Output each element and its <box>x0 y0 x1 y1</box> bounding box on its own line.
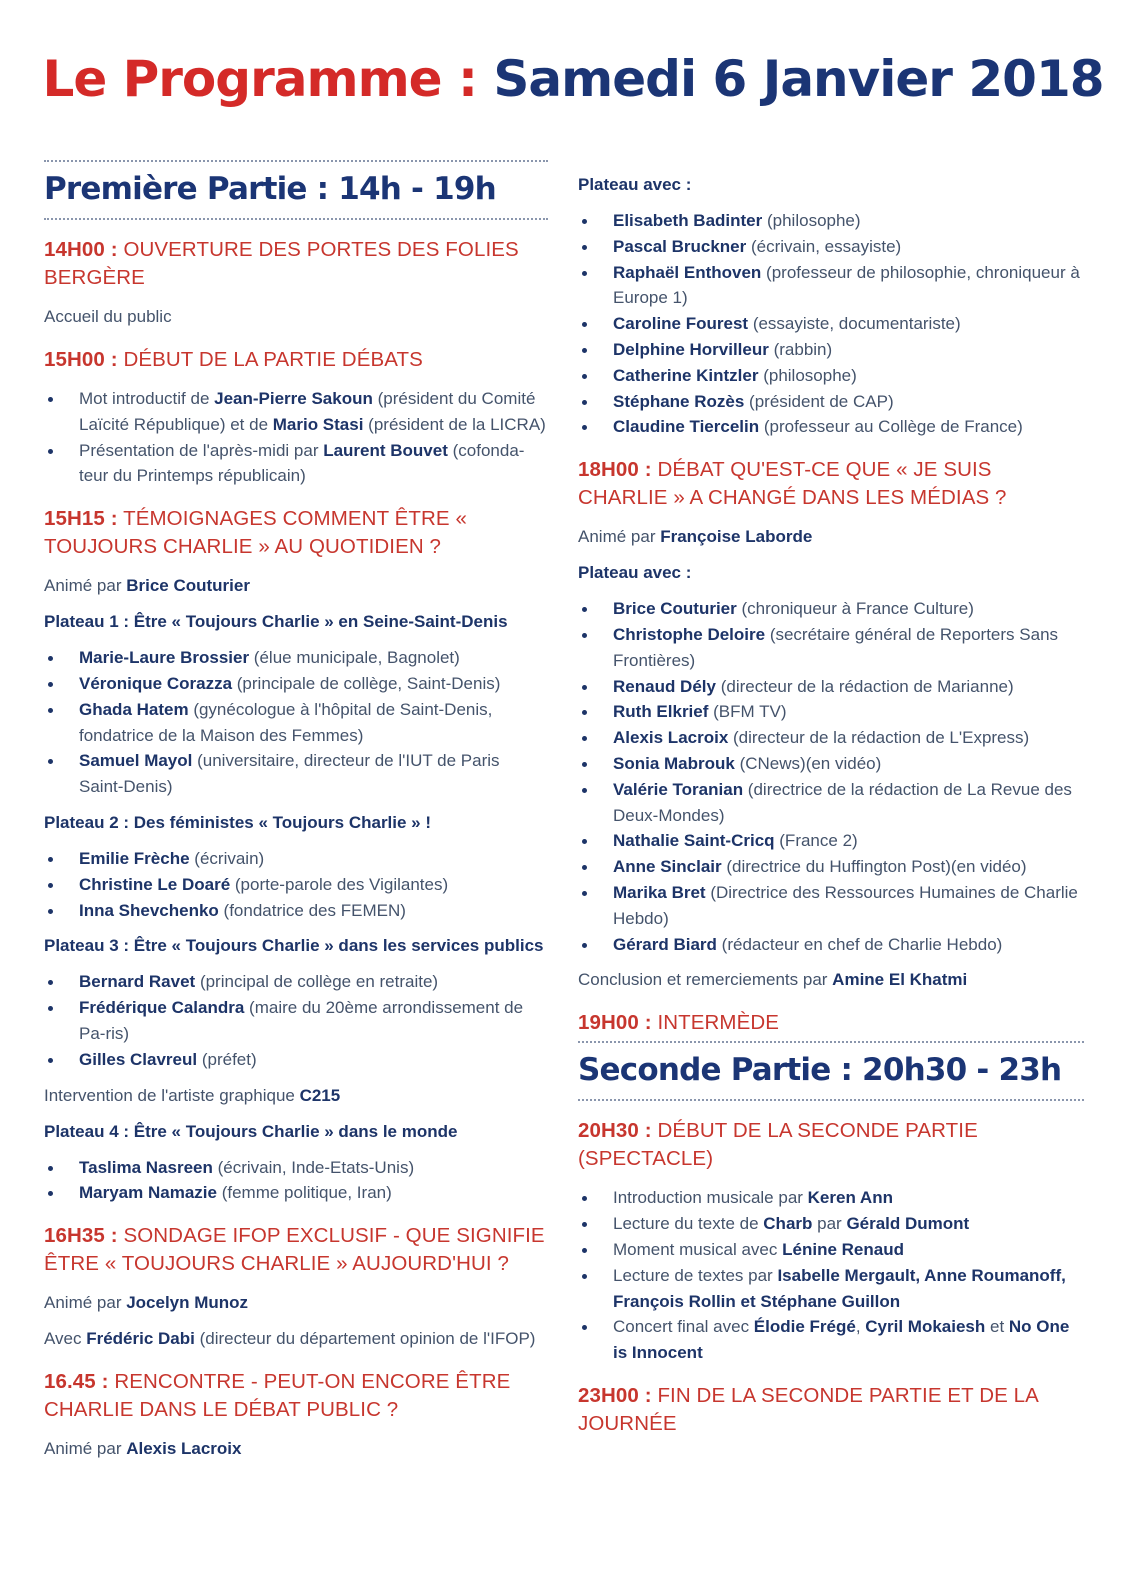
plateau-1-title: Plateau 1 : Être « Toujours Charlie » en Seine-Saint-Denis <box>44 612 508 632</box>
divider <box>44 218 548 220</box>
person-role: (chroniqueur à France Culture) <box>736 599 974 619</box>
person-name: Marika Bret <box>613 882 706 902</box>
slot-time: 20H30 : <box>578 1119 652 1143</box>
plateau-avec-label: Plateau avec : <box>578 563 692 583</box>
slot-time: 16.45 : <box>44 1370 109 1394</box>
person-name: Charb <box>763 1214 813 1234</box>
slot-title: INTERMÈDE <box>657 1011 780 1035</box>
anim-line <box>578 524 1084 550</box>
item-text: (cofonda-teur du Printemps républicain) <box>79 440 525 486</box>
person-role: (rédacteur en chef de Charlie Hebdo) <box>716 934 1003 954</box>
person-name: Maryam Namazie <box>79 1183 217 1203</box>
item-text: par <box>812 1214 847 1234</box>
list-item <box>578 311 1084 337</box>
item-text: et <box>985 1317 1009 1337</box>
person-name: Sonia Mabrouk <box>613 753 735 773</box>
item-text: Moment musical avec <box>613 1239 783 1259</box>
accueil-text: Accueil du public <box>44 307 172 326</box>
list-item <box>44 872 548 898</box>
person-role: (écrivain) <box>189 848 265 868</box>
person-name: Christine Le Doaré <box>79 874 231 894</box>
list-item <box>578 260 1084 312</box>
list-item <box>578 1263 1084 1315</box>
person-name: Jocelyn Munoz <box>126 1293 249 1313</box>
person-name: Brice Couturier <box>613 599 737 619</box>
title-programme: Le Programme : <box>42 50 477 108</box>
person-name: Alexis Lacroix <box>613 728 729 748</box>
intro-list <box>44 386 548 489</box>
slot-title: FIN DE LA SECONDE PARTIE ET DE LA JOURNÉE <box>578 1383 1038 1435</box>
list-item <box>44 898 548 924</box>
person-name: Taslima Nasreen <box>79 1157 213 1177</box>
list-item <box>44 1047 548 1073</box>
person-name: Alexis Lacroix <box>126 1439 242 1459</box>
anim-label: Animé par <box>44 1439 127 1459</box>
person-name: Frédérique Calandra <box>79 998 245 1018</box>
person-role: (France 2) <box>774 831 858 851</box>
list-item <box>578 880 1084 932</box>
slot-18h00 <box>578 456 1084 512</box>
list-item <box>44 645 548 671</box>
plateau-3-list <box>44 969 548 1072</box>
list-item <box>578 208 1084 234</box>
part1-title: Première Partie : 14h - 19h <box>44 171 496 207</box>
title-date: Samedi 6 Janvier 2018 <box>493 50 1104 108</box>
plateau-4-list <box>44 1155 548 1207</box>
person-role: (universitaire, directeur de l'IUT de Paris Saint-Denis) <box>79 751 500 797</box>
person-name: Catherine Kintzler <box>613 365 759 385</box>
list-item <box>578 828 1084 854</box>
slot-title: OUVERTURE DES PORTES DES FOLIES BERGÈRE <box>44 238 519 289</box>
list-item <box>578 1185 1084 1211</box>
item-text: (président du Comité Laïcité République) et de <box>79 389 536 434</box>
list-item <box>44 697 548 749</box>
item-text: Intervention de l'artiste graphique <box>44 1085 300 1105</box>
list-item <box>578 414 1084 440</box>
person-name: Gérald Dumont <box>846 1214 970 1234</box>
person-name: Brice Couturier <box>126 576 250 596</box>
list-item <box>578 777 1084 829</box>
person-role: (maire du 20ème arrondissement de Pa-ris) <box>79 998 524 1043</box>
list-item <box>578 389 1084 415</box>
slot-title: SONDAGE IFOP EXCLUSIF - QUE SIGNIFIE ÊTRE « TOUJOURS CHARLIE » AUJOURD'HUI ? <box>44 1224 545 1276</box>
person-name: Inna Shevchenko <box>79 900 219 920</box>
item-text: Conclusion et remerciements par <box>578 970 833 990</box>
person-role: (Directrice des Ressources Humaines de Charlie Hebdo) <box>613 882 1078 928</box>
slot-title: TÉMOIGNAGES COMMENT ÊTRE « TOUJOURS CHARLIE » AU QUOTIDIEN ? <box>44 507 468 559</box>
item-text: Lecture du texte de <box>613 1214 764 1234</box>
list-item <box>44 1155 548 1181</box>
item-text: Avec <box>44 1329 87 1349</box>
person-role: (écrivain, Inde-Etats-Unis) <box>212 1157 415 1177</box>
person-role: (directrice du Huffington Post)(en vidéo) <box>721 857 1027 877</box>
person-name: Emilie Frèche <box>79 848 190 868</box>
person-name: Christophe Deloire <box>613 624 766 644</box>
person-role: (femme politique, Iran) <box>216 1183 392 1203</box>
slot-19h00 <box>578 1009 1084 1037</box>
slot-time: 19H00 : <box>578 1011 652 1035</box>
person-name: Anne Sinclair <box>613 857 722 877</box>
slot-title: DÉBUT DE LA PARTIE DÉBATS <box>123 348 423 371</box>
person-name: Gérard Biard <box>613 934 717 954</box>
person-role: (président de CAP) <box>744 391 894 411</box>
list-item <box>578 1314 1084 1366</box>
person-name: Véronique Corazza <box>79 673 233 693</box>
list-item <box>44 969 548 995</box>
person-name: Claudine Tiercelin <box>613 417 760 437</box>
list-item <box>578 699 1084 725</box>
item-text: Présentation de l'après-midi par <box>79 440 324 460</box>
person-role: (secrétaire général de Reporters Sans Frontières) <box>613 624 1059 670</box>
person-role: (professeur au Collège de France) <box>759 417 1023 437</box>
person-role: (préfet) <box>197 1049 257 1069</box>
person-name: Elisabeth Badinter <box>613 211 763 230</box>
person-name: Valérie Toranian <box>613 779 744 799</box>
person-name: Isabelle Mergault, Anne Roumanoff, François Rollin et Stéphane Guillon <box>613 1265 1066 1311</box>
anim-line <box>44 1436 548 1462</box>
divider <box>578 1041 1084 1043</box>
person-role: (directrice de la rédaction de La Revue des Deux-Mondes) <box>613 779 1072 825</box>
person-role: (élue municipale, Bagnolet) <box>249 648 460 668</box>
slot-15h00 <box>44 346 548 374</box>
person-name: Delphine Horvilleur <box>613 339 769 359</box>
person-role: (écrivain, essayiste) <box>746 236 902 256</box>
person-name: Cyril Mokaiesh <box>865 1317 986 1337</box>
list-item <box>44 748 548 800</box>
slot-time: 14H00 : <box>44 238 118 261</box>
person-name: Mario Stasi <box>272 414 364 434</box>
slot-time: 18H00 : <box>578 458 652 482</box>
plateau-2-title: Plateau 2 : Des féministes « Toujours Charlie » ! <box>44 812 432 832</box>
list-item <box>578 674 1084 700</box>
person-name: Stéphane Rozès <box>613 391 745 411</box>
conclusion-line <box>578 967 1084 993</box>
right-column <box>578 172 1084 1450</box>
person-name: Gilles Clavreul <box>79 1049 198 1069</box>
person-name: Amine El Khatmi <box>832 970 968 990</box>
person-name: Raphaël Enthoven <box>613 262 762 282</box>
slot-16h45 <box>44 1368 548 1424</box>
divider <box>578 1099 1084 1101</box>
page-title <box>0 50 1146 108</box>
slot-title: DÉBAT QU'EST-CE QUE « JE SUIS CHARLIE » A CHANGÉ DANS LES MÉDIAS ? <box>578 458 1007 510</box>
person-role: (CNews)(en vidéo) <box>734 753 882 773</box>
person-name: Renaud Dély <box>613 676 716 696</box>
person-name: No One is Innocent <box>613 1317 1070 1363</box>
person-role: (philosophe) <box>758 365 857 385</box>
plateau-avec-label: Plateau avec : <box>578 175 692 194</box>
item-text: , <box>855 1317 866 1337</box>
list-item <box>578 725 1084 751</box>
left-column <box>44 160 548 1472</box>
person-name: Bernard Ravet <box>79 972 196 992</box>
person-role: (BFM TV) <box>708 702 787 722</box>
person-name: Marie-Laure Brossier <box>79 648 250 668</box>
person-name: Jean-Pierre Sakoun <box>214 389 373 408</box>
list-item <box>578 932 1084 958</box>
anim-label: Animé par <box>44 576 127 596</box>
list-item <box>578 1237 1084 1263</box>
slot-15h15 <box>44 505 548 561</box>
part2-title: Seconde Partie : 20h30 - 23h <box>578 1052 1062 1089</box>
slot-time: 16H35 : <box>44 1224 118 1248</box>
item-text: Mot introductif de <box>79 389 215 408</box>
list-item <box>44 846 548 872</box>
slot-title: DÉBUT DE LA SECONDE PARTIE (SPECTACLE) <box>578 1119 978 1171</box>
list-item <box>578 337 1084 363</box>
person-name: Nathalie Saint-Cricq <box>613 831 775 851</box>
person-role: (philosophe) <box>762 211 861 230</box>
slot-23h00 <box>578 1382 1084 1438</box>
person-name: Élodie Frégé <box>753 1317 856 1337</box>
person-role: (principal de collège en retraite) <box>195 972 439 992</box>
plateau-4-title: Plateau 4 : Être « Toujours Charlie » dans le monde <box>44 1121 458 1141</box>
avec-line <box>44 1326 548 1352</box>
plateau-2-list <box>44 846 548 923</box>
slot-time: 15H15 : <box>44 507 118 531</box>
slot-20h30 <box>578 1117 1084 1173</box>
person-name: Pascal Bruckner <box>613 236 747 256</box>
person-role: (gynécologue à l'hôpital de Saint-Denis, fondatrice de la Maison des Femmes) <box>79 699 493 745</box>
list-item <box>44 1180 548 1206</box>
anim-label: Animé par <box>44 1293 127 1313</box>
slot-16h35 <box>44 1222 548 1278</box>
person-role: (directeur du département opinion de l'IFOP) <box>194 1329 536 1349</box>
list-item <box>44 438 548 490</box>
plateau-list-18h00 <box>578 596 1084 957</box>
person-role: (principale de collège, Saint-Denis) <box>232 673 501 693</box>
list-item <box>44 386 548 438</box>
plateau-3-title: Plateau 3 : Être « Toujours Charlie » dans les services publics <box>44 936 544 956</box>
person-name: Samuel Mayol <box>79 751 193 771</box>
c215-line <box>44 1083 548 1109</box>
list-item <box>578 854 1084 880</box>
list-item <box>578 1211 1084 1237</box>
person-role: (rabbin) <box>768 339 833 359</box>
anim-label: Animé par <box>578 527 661 547</box>
person-role: (directeur de la rédaction de Marianne) <box>715 676 1014 696</box>
slot-14h00 <box>44 236 548 292</box>
list-item <box>578 363 1084 389</box>
person-name: Frédéric Dabi <box>86 1329 195 1349</box>
item-text: Lecture de textes par <box>613 1265 778 1285</box>
list-item <box>578 234 1084 260</box>
anim-line <box>44 573 548 599</box>
item-text: Concert final avec <box>613 1317 754 1337</box>
person-name: Keren Ann <box>807 1188 893 1208</box>
slot-time: 23H00 : <box>578 1383 652 1407</box>
item-text: (président de la LICRA) <box>363 414 546 434</box>
divider <box>44 160 548 162</box>
item-text: Introduction musicale par <box>613 1188 808 1208</box>
plateau-1-list <box>44 645 548 800</box>
artist-name: C215 <box>299 1085 341 1105</box>
person-name: Laurent Bouvet <box>323 440 448 460</box>
slot-title: RENCONTRE - PEUT-ON ENCORE ÊTRE CHARLIE DANS LE DÉBAT PUBLIC ? <box>44 1370 511 1422</box>
list-item <box>578 622 1084 674</box>
person-role: (directeur de la rédaction de L'Express) <box>728 728 1030 748</box>
person-name: Françoise Laborde <box>660 527 813 547</box>
show-list <box>578 1185 1084 1366</box>
person-name: Lénine Renaud <box>782 1239 904 1259</box>
slot-time: 15H00 : <box>44 348 118 371</box>
person-name: Ghada Hatem <box>79 699 189 719</box>
list-item <box>44 995 548 1047</box>
list-item <box>578 596 1084 622</box>
anim-line <box>44 1290 548 1316</box>
list-item <box>578 751 1084 777</box>
person-role: (essayiste, documentariste) <box>748 314 961 334</box>
person-name: Ruth Elkrief <box>613 702 709 722</box>
person-role: (fondatrice des FEMEN) <box>218 900 406 920</box>
list-item <box>44 671 548 697</box>
person-role: (porte-parole des Vigilantes) <box>230 874 449 894</box>
plateau-list-16h45 <box>578 208 1084 440</box>
person-name: Caroline Fourest <box>613 314 749 334</box>
person-role: (professeur de philosophie, chroniqueur à Europe 1) <box>613 262 1080 308</box>
